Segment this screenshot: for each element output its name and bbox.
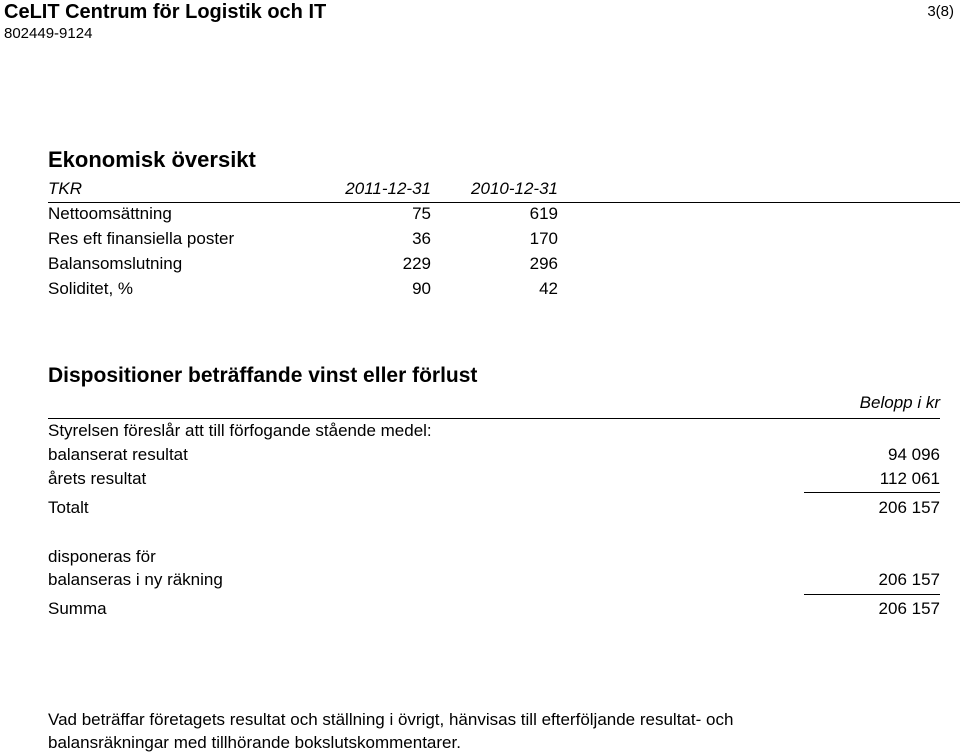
- overview-title: Ekonomisk översikt: [48, 147, 256, 172]
- row-value-2010: 296: [529, 254, 558, 273]
- arets-row: [48, 467, 940, 491]
- row-value-2010: 42: [539, 279, 558, 298]
- balanseras-row: [48, 568, 940, 592]
- balanseras-value: 206 157: [878, 570, 940, 589]
- row-value-2011: 90: [412, 279, 431, 298]
- balanserat-row: [48, 443, 940, 467]
- disposition-intro: Styrelsen föreslår att till förfogande stående medel:: [48, 421, 432, 440]
- sum-rule: [804, 594, 940, 595]
- disponeras-label: disponeras för: [48, 547, 156, 566]
- totalt-value: 206 157: [878, 498, 940, 517]
- overview-table: [48, 176, 560, 301]
- table-row: [48, 226, 560, 251]
- row-value-2011: 229: [402, 254, 431, 273]
- summa-row: [48, 597, 940, 621]
- column-header-2010: 2010-12-31: [471, 179, 558, 198]
- subtotal-rule: [804, 492, 940, 493]
- summa-label: Summa: [48, 599, 107, 618]
- column-header-2011: 2011-12-31: [345, 179, 431, 198]
- row-value-2010: 170: [529, 229, 558, 248]
- footer-line-2: balansräkningar med tillhörande bokslutskommentarer.: [48, 733, 461, 752]
- summa-value: 206 157: [878, 599, 940, 618]
- column-header-unit: TKR: [48, 179, 82, 198]
- balanserat-label: balanserat resultat: [48, 445, 188, 464]
- totalt-row: [48, 496, 940, 520]
- row-label: Nettoomsättning: [48, 204, 172, 223]
- row-value-2010: 619: [529, 204, 558, 223]
- row-label: Res eft finansiella poster: [48, 229, 235, 248]
- row-label: Soliditet, %: [48, 279, 134, 298]
- table-row: [48, 251, 560, 276]
- table-row: [48, 201, 560, 226]
- disponeras-row: [48, 545, 940, 569]
- row-value-2011: 75: [412, 204, 431, 223]
- arets-value: 112 061: [879, 469, 940, 488]
- balanserat-value: 94 096: [888, 445, 940, 464]
- row-label: Balansomslutning: [48, 254, 183, 273]
- organization-name: CeLIT Centrum för Logistik och IT: [4, 1, 327, 23]
- overview-header-row: [48, 176, 560, 201]
- unit-label: Belopp i kr: [859, 393, 940, 412]
- org-number: 802449-9124: [4, 25, 93, 42]
- disposition-intro-row: [48, 419, 940, 443]
- table-row: [48, 276, 560, 301]
- totalt-label: Totalt: [48, 498, 89, 517]
- page-indicator: 3(8): [927, 3, 954, 20]
- arets-label: årets resultat: [48, 469, 147, 488]
- balanseras-label: balanseras i ny räkning: [48, 570, 223, 589]
- row-value-2011: 36: [412, 229, 431, 248]
- footer-line-1: Vad beträffar företagets resultat och ställning i övrigt, hänvisas till efterföljande resultat- och: [48, 710, 734, 729]
- footer-note: [48, 708, 948, 754]
- disposition-title: Dispositioner beträffande vinst eller förlust: [48, 364, 478, 387]
